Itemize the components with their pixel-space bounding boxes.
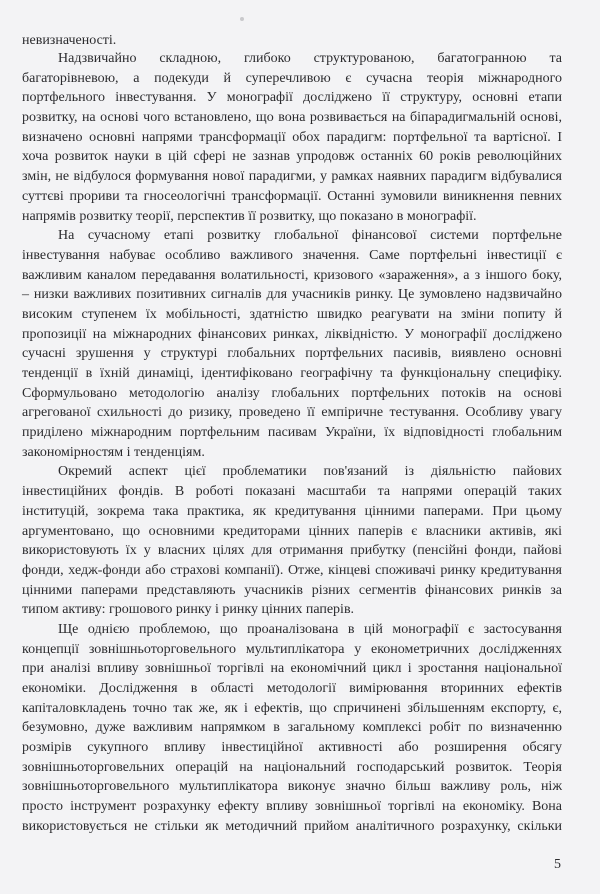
text-line: використовується не стільки як методичний прийом аналітичного розрахунку, скільки bbox=[22, 818, 562, 834]
text-line: Окремий аспект цієї проблематики пов'язаний із діяльністю пайових bbox=[58, 464, 562, 480]
text-line: багаторівневою, а подекуди й суперечливою є сучасна теорія міжнародного bbox=[22, 70, 562, 86]
text-line: цінними паперами представляють учасників різних сегментів фінансових ринків за bbox=[22, 582, 562, 598]
text-line: інституцій, зокрема така практика, як кредитування цінними паперами. При цьому bbox=[22, 503, 562, 519]
text-line: фонди, хедж-фонди або страхові компанії). Отже, кінцеві споживачі ринку кредитування bbox=[22, 562, 562, 578]
paragraph bbox=[22, 226, 562, 462]
text-line: інвестування набуває особливо важливого значення. Саме портфельні інвестиції є bbox=[22, 247, 562, 263]
text-line: приділено міжнародним портфельним пасивам України, їх відповідності глобальним bbox=[22, 425, 562, 441]
text-line: невизначеності. bbox=[22, 33, 117, 48]
text-line: тенденції в їхній динаміці, ідентифіковано географічну та функціональну специфіку. bbox=[22, 366, 562, 381]
text-line: Надзвичайно складною, глибоко структурованою, багатогранною та bbox=[58, 51, 562, 66]
text-line: зовнішньоторговельного мультиплікатора виконує значно більш важливу роль, ніж bbox=[22, 779, 562, 795]
text-line: розвитку, на основі чого встановлено, що вона розвивається на біпарадигмальній основі, bbox=[22, 110, 562, 126]
paragraph bbox=[22, 49, 562, 226]
text-line: інвестиційних фондів. В роботі показані масштаби та напрями операцій таких bbox=[22, 484, 562, 500]
text-line: На сучасному етапі розвитку глобальної фінансової системи портфельне bbox=[58, 228, 562, 244]
text-line: Сформульовано методологію аналізу глобальних портфельних потоків на основі bbox=[22, 385, 562, 401]
paragraph bbox=[22, 31, 562, 51]
text-line: визначено основні напрями трансформації обох парадигм: портфельної та вартісної. І bbox=[22, 129, 562, 145]
text-line: хоча розвиток науки в цій сфері не зазнав упродовж останніх 60 років революційних bbox=[22, 149, 562, 165]
text-line: напрямів розвитку теорії, перспектив її розвитку, що показано в монографії. bbox=[22, 208, 477, 224]
text-line: економіки. Дослідження в області методології вимірювання вторинних ефектів bbox=[22, 681, 562, 696]
text-line: просто інструмент розрахунку ефекту впливу зовнішньої торгівлі на економіку. Вона bbox=[22, 799, 562, 815]
text-line: суттєві прориви та гносеологічні трансформації. Останні зумовили виникнення певних bbox=[22, 188, 562, 204]
text-line: важливим каналом передавання волатильності, кризового «зараження», а з іншого боку, bbox=[22, 267, 562, 283]
body-text bbox=[22, 31, 562, 837]
text-line: закономірностям і тенденціям. bbox=[22, 444, 205, 460]
scan-speck bbox=[240, 17, 244, 21]
text-line: Ще однією проблемою, що проаналізована в цій монографії є застосування bbox=[58, 621, 562, 637]
paragraph bbox=[22, 462, 562, 620]
text-line: при аналізі впливу зовнішньої торгівлі на економічний цикл і зростання національної bbox=[22, 661, 562, 677]
text-line: агрегованої схильності до ризику, проведено її емпіричне тестування. Особливу увагу bbox=[22, 405, 562, 421]
text-line: безумовно, дуже важливим напрямком в загальному комплексі робіт по визначенню bbox=[22, 720, 562, 736]
text-line: високим ступенем їх мобільності, здатністю швидко реагувати на зміни попиту й bbox=[22, 306, 562, 322]
text-line: аргументовано, що основними кредиторами цінних паперів є власники активів, які bbox=[22, 523, 562, 539]
text-line: сучасні зрушення у структурі глобальних портфельних пасивів, виявлено основні bbox=[22, 346, 562, 362]
text-line: концепції зовнішньоторговельного мультиплікатора у економетричних дослідженнях bbox=[22, 641, 562, 657]
text-line: пропозиції на міжнародних фінансових ринках, ліквідністю. У монографії досліджено bbox=[22, 326, 562, 342]
text-line: типом активу: грошового ринку і ринку цінних паперів. bbox=[22, 602, 355, 618]
text-line: портфельного інвестування. У монографії досліджено її структуру, основні етапи bbox=[22, 90, 562, 106]
text-line: капіталовкладень точно так же, як і ефектів, що спричинені збільшенням експорту, є, bbox=[22, 700, 562, 716]
paragraph bbox=[22, 620, 562, 837]
text-line: зовнішньоторговельних операцій на національний господарський розвиток. Теорія bbox=[22, 759, 562, 775]
text-line: розмірів сукупного впливу інвестиційної активності або розширення обсягу bbox=[22, 740, 562, 756]
text-line: змін, не відбулося формування нової парадигми, у рамках наявних парадигм відбувалися bbox=[22, 169, 562, 185]
text-line: – низки важливих позитивних сигналів для учасників ринку. Це зумовлено надзвичайно bbox=[22, 287, 562, 303]
page-number: 5 bbox=[554, 857, 561, 872]
text-line: використовують їх у власних цілях для отримання прибутку (пенсійні фонди, пайові bbox=[22, 543, 562, 559]
